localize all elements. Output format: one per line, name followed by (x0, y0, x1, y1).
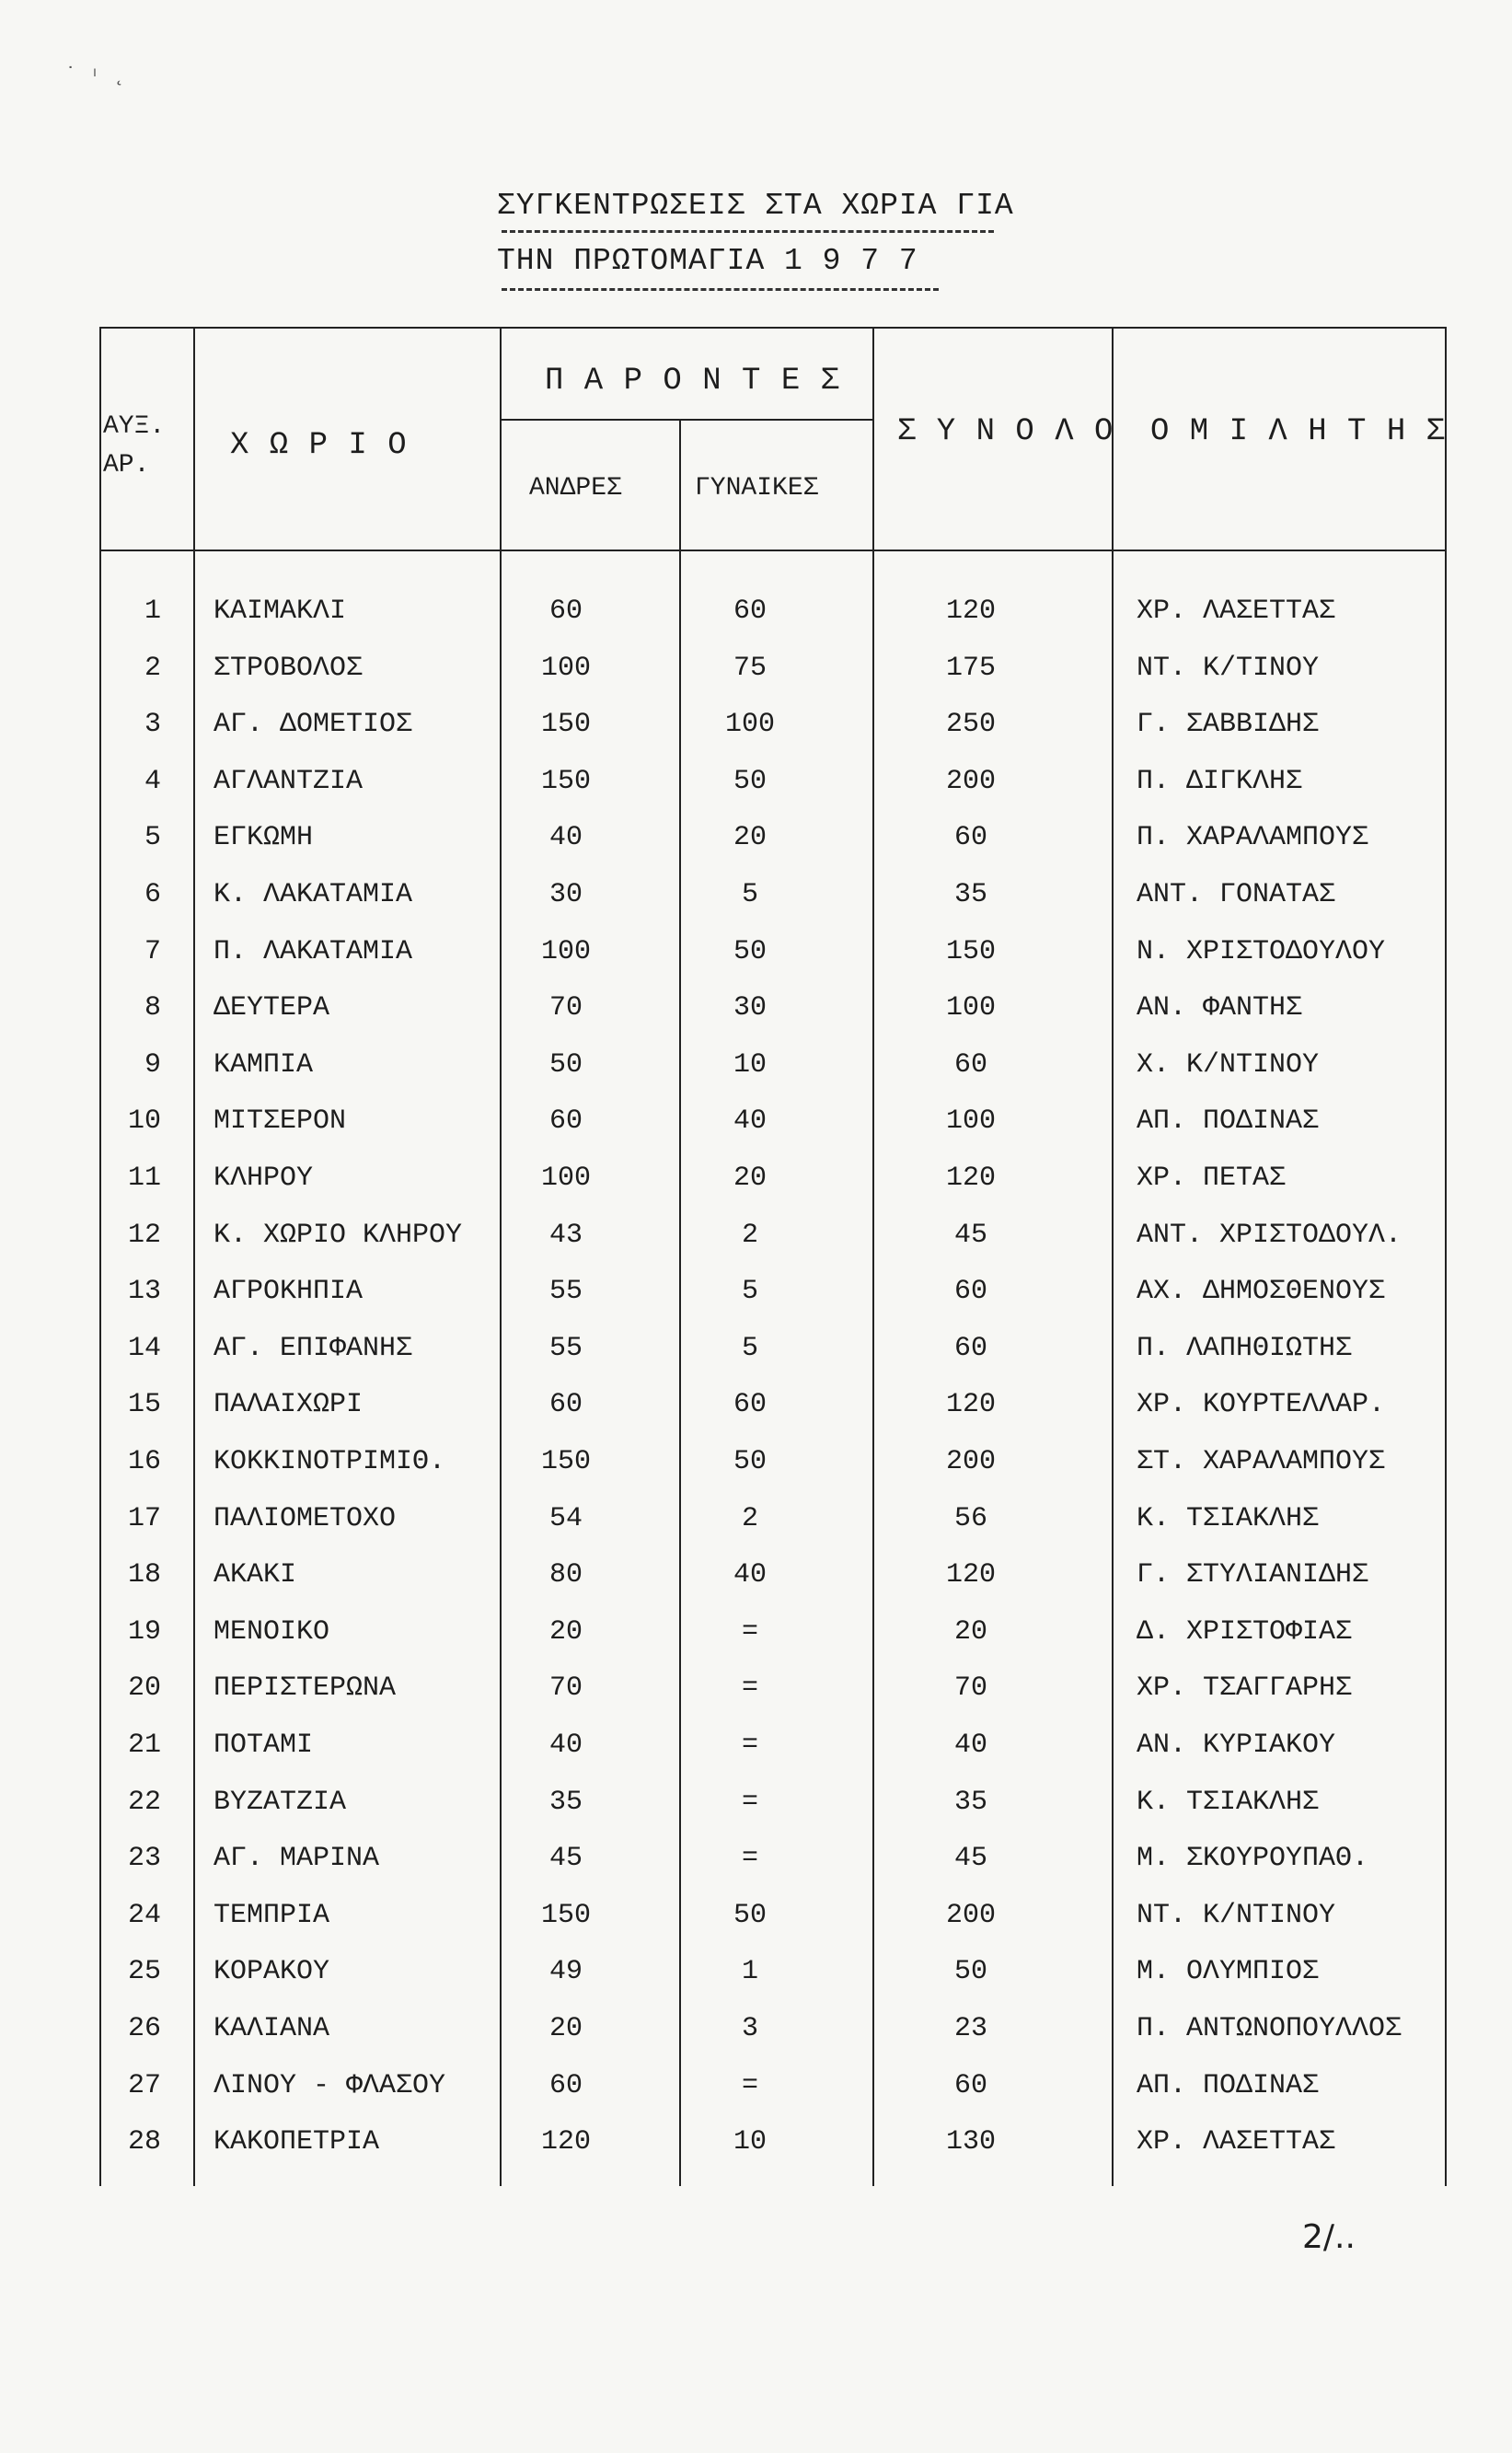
total-count: 100 (945, 1105, 996, 1137)
village-name: ΔΕΥΤΕΡΑ (214, 992, 330, 1024)
men-count: 60 (548, 1389, 583, 1420)
village-name: ΑΓΛΑΝΤΖΙΑ (214, 766, 364, 797)
row-number: 12 (127, 1220, 161, 1251)
table-row (0, 1945, 1512, 2002)
header-speaker: Ο Μ Ι Λ Η Τ Η Σ (1150, 414, 1447, 449)
row-number: 6 (144, 879, 161, 910)
total-count: 150 (945, 936, 996, 967)
women-count: 50 (733, 1446, 767, 1477)
village-name: ΑΓ. ΔΟΜΕΤΙΟΣ (214, 709, 413, 740)
speaker-name: Γ. ΣΤΥΛΙΑΝΙΔΗΣ (1137, 1559, 1369, 1591)
speaker-name: Γ. ΣΑΒΒΙΔΗΣ (1137, 709, 1320, 740)
village-name: ΚΑΙΜΑΚΛΙ (214, 596, 347, 627)
total-count: 100 (945, 992, 996, 1024)
document-title-line1: ΣΥΓΚΕΝΤΡΩΣΕΙΣ ΣΤΑ ΧΩΡΙΑ ΓΙΑ (497, 189, 1014, 223)
header-men: ΑΝΔΡΕΣ (529, 474, 622, 503)
speaker-name: ΑΝ. ΚΥΡΙΑΚΟΥ (1137, 1730, 1336, 1761)
women-count: 50 (733, 766, 767, 797)
speaker-name: Χ. Κ/ΝΤΙΝΟΥ (1137, 1049, 1320, 1081)
village-name: ΛΙΝΟΥ - ΦΛΑΣΟΥ (214, 2070, 446, 2101)
women-count: 60 (733, 1389, 767, 1420)
header-total: Σ Υ Ν Ο Λ Ο (897, 414, 1114, 449)
women-count: = (741, 1730, 758, 1761)
men-count: 60 (548, 1105, 583, 1137)
women-count: = (741, 1672, 758, 1704)
men-count: 70 (548, 1672, 583, 1704)
table-row (0, 811, 1512, 868)
village-name: ΑΓΡΟΚΗΠΙΑ (214, 1276, 364, 1307)
speaker-name: ΧΡ. ΠΕΤΑΣ (1137, 1163, 1287, 1194)
table-row (0, 698, 1512, 755)
village-name: ΜΕΝΟΙΚΟ (214, 1616, 330, 1648)
women-count: 20 (733, 822, 767, 853)
speaker-name: ΑΝ. ΦΑΝΤΗΣ (1137, 992, 1303, 1024)
village-name: ΑΓ. ΜΑΡΙΝΑ (214, 1843, 380, 1874)
village-name: ΚΛΗΡΟΥ (214, 1163, 314, 1194)
row-number: 21 (127, 1730, 161, 1761)
table-row (0, 2002, 1512, 2059)
women-count: = (741, 1787, 758, 1818)
table-row (0, 1832, 1512, 1889)
row-number: 2 (144, 653, 161, 684)
village-name: ΚΟΡΑΚΟΥ (214, 1956, 330, 1987)
speaker-name: ΑΠ. ΠΟΔΙΝΑΣ (1137, 2070, 1320, 2101)
total-count: 45 (953, 1843, 987, 1874)
speaker-name: ΣΤ. ΧΑΡΑΛΑΜΠΟΥΣ (1137, 1446, 1386, 1477)
speaker-name: Π. ΛΑΠΗΘΙΩΤΗΣ (1137, 1333, 1353, 1364)
women-count: 3 (741, 2013, 758, 2044)
women-count: = (741, 2070, 758, 2101)
men-count: 55 (548, 1333, 583, 1364)
village-name: ΚΟΚΚΙΝΟΤΡΙΜΙΘ. (214, 1446, 446, 1477)
total-count: 120 (945, 1559, 996, 1591)
row-number: 13 (127, 1276, 161, 1307)
speaker-name: Κ. ΤΣΙΑΚΛΗΣ (1137, 1787, 1320, 1818)
village-name: ΣΤΡΟΒΟΛΟΣ (214, 653, 364, 684)
village-name: ΕΓΚΩΜΗ (214, 822, 314, 853)
women-count: = (741, 1843, 758, 1874)
table-row (0, 1094, 1512, 1151)
men-count: 54 (548, 1503, 583, 1534)
table-row (0, 2059, 1512, 2116)
row-number: 27 (127, 2070, 161, 2101)
table-row (0, 1265, 1512, 1322)
men-count: 60 (548, 2070, 583, 2101)
men-count: 45 (548, 1843, 583, 1874)
row-number: 22 (127, 1787, 161, 1818)
total-count: 60 (953, 1049, 987, 1081)
speaker-name: ΑΝΤ. ΧΡΙΣΤΟΔΟΥΛ. (1137, 1220, 1402, 1251)
total-count: 20 (953, 1616, 987, 1648)
table-row (0, 1889, 1512, 1946)
row-number: 17 (127, 1503, 161, 1534)
total-count: 120 (945, 1163, 996, 1194)
speaker-name: Π. ΧΑΡΑΛΑΜΠΟΥΣ (1137, 822, 1369, 853)
village-name: ΒΥΖΑΤΖΙΑ (214, 1787, 347, 1818)
total-count: 60 (953, 2070, 987, 2101)
speaker-name: Π. ΔΙΓΚΛΗΣ (1137, 766, 1303, 797)
speaker-name: Κ. ΤΣΙΑΚΛΗΣ (1137, 1503, 1320, 1534)
total-count: 50 (953, 1956, 987, 1987)
header-aux-line1: ΑΥΞ. (103, 412, 166, 441)
total-count: 35 (953, 879, 987, 910)
header-women: ΓΥΝΑΙΚΕΣ (695, 474, 819, 503)
total-count: 23 (953, 2013, 987, 2044)
row-number: 16 (127, 1446, 161, 1477)
men-count: 150 (540, 766, 591, 797)
speaker-name: ΧΡ. ΚΟΥΡΤΕΛΛΑΡ. (1137, 1389, 1386, 1420)
table-row (0, 1718, 1512, 1776)
table-row (0, 1776, 1512, 1833)
men-count: 30 (548, 879, 583, 910)
men-count: 20 (548, 2013, 583, 2044)
header-present: Π Α Ρ Ο Ν Τ Ε Σ (545, 364, 841, 399)
village-name: ΠΕΡΙΣΤΕΡΩΝΑ (214, 1672, 397, 1704)
row-number: 10 (127, 1105, 161, 1137)
women-count: 5 (741, 879, 758, 910)
total-count: 200 (945, 1446, 996, 1477)
total-count: 175 (945, 653, 996, 684)
table-row (0, 1378, 1512, 1435)
row-number: 28 (127, 2126, 161, 2158)
speaker-name: Μ. ΣΚΟΥΡΟΥΠΑΘ. (1137, 1843, 1369, 1874)
men-count: 40 (548, 1730, 583, 1761)
table-row (0, 925, 1512, 982)
men-count: 150 (540, 709, 591, 740)
table-row (0, 981, 1512, 1038)
table-row (0, 868, 1512, 925)
table-row (0, 642, 1512, 699)
speaker-name: ΝΤ. Κ/ΤΙΝΟΥ (1137, 653, 1320, 684)
row-number: 9 (144, 1049, 161, 1081)
row-number: 7 (144, 936, 161, 967)
men-count: 49 (548, 1956, 583, 1987)
table-row (0, 1151, 1512, 1209)
men-count: 40 (548, 822, 583, 853)
women-count: 50 (733, 936, 767, 967)
speaker-name: Ν. ΧΡΙΣΤΟΔΟΥΛΟΥ (1137, 936, 1386, 967)
village-name: Κ. ΛΑΚΑΤΑΜΙΑ (214, 879, 413, 910)
speaker-name: Μ. ΟΛΥΜΠΙΟΣ (1137, 1956, 1320, 1987)
women-count: 30 (733, 992, 767, 1024)
speaker-name: Δ. ΧΡΙΣΤΟΦΙΑΣ (1137, 1616, 1353, 1648)
table-row (0, 755, 1512, 812)
men-count: 70 (548, 992, 583, 1024)
men-count: 120 (540, 2126, 591, 2158)
row-number: 24 (127, 1900, 161, 1931)
men-count: 55 (548, 1276, 583, 1307)
page-marker: 2/.. (1302, 2218, 1356, 2256)
men-count: 60 (548, 596, 583, 627)
table-row (0, 1548, 1512, 1605)
village-name: ΚΑΜΠΙΑ (214, 1049, 314, 1081)
village-name: Π. ΛΑΚΑΤΑΜΙΑ (214, 936, 413, 967)
row-number: 11 (127, 1163, 161, 1194)
row-number: 18 (127, 1559, 161, 1591)
women-count: 20 (733, 1163, 767, 1194)
women-count: 2 (741, 1220, 758, 1251)
row-number: 8 (144, 992, 161, 1024)
total-count: 56 (953, 1503, 987, 1534)
village-name: ΠΟΤΑΜΙ (214, 1730, 314, 1761)
table-row (0, 584, 1512, 642)
total-count: 120 (945, 1389, 996, 1420)
row-number: 23 (127, 1843, 161, 1874)
total-count: 200 (945, 766, 996, 797)
speaker-name: ΝΤ. Κ/ΝΤΙΝΟΥ (1137, 1900, 1336, 1931)
row-number: 3 (144, 709, 161, 740)
header-village: Χ Ω Ρ Ι Ο (230, 428, 408, 463)
women-count: = (741, 1616, 758, 1648)
speaker-name: ΑΠ. ΠΟΔΙΝΑΣ (1137, 1105, 1320, 1137)
total-count: 60 (953, 1333, 987, 1364)
total-count: 45 (953, 1220, 987, 1251)
men-count: 100 (540, 936, 591, 967)
women-count: 60 (733, 596, 767, 627)
women-count: 5 (741, 1333, 758, 1364)
village-name: ΜΙΤΣΕΡΟΝ (214, 1105, 347, 1137)
total-count: 60 (953, 822, 987, 853)
table-row (0, 1435, 1512, 1492)
women-count: 5 (741, 1276, 758, 1307)
scan-artifact: ˙ ᶦ ˛ (64, 64, 126, 87)
table-row (0, 2115, 1512, 2172)
village-name: ΠΑΛΙΟΜΕΤΟΧΟ (214, 1503, 397, 1534)
total-count: 200 (945, 1900, 996, 1931)
speaker-name: ΧΡ. ΛΑΣΕΤΤΑΣ (1137, 2126, 1336, 2158)
speaker-name: ΧΡ. ΛΑΣΕΤΤΑΣ (1137, 596, 1336, 627)
speaker-name: ΧΡ. ΤΣΑΓΓΑΡΗΣ (1137, 1672, 1353, 1704)
village-name: ΚΑΚΟΠΕΤΡΙΑ (214, 2126, 380, 2158)
document-title-line2: ΤΗΝ ΠΡΩΤΟΜΑΓΙΑ 1 9 7 7 (497, 244, 918, 278)
total-count: 35 (953, 1787, 987, 1818)
women-count: 40 (733, 1559, 767, 1591)
table-row (0, 1605, 1512, 1662)
women-count: 2 (741, 1503, 758, 1534)
total-count: 130 (945, 2126, 996, 2158)
men-count: 20 (548, 1616, 583, 1648)
row-number: 1 (144, 596, 161, 627)
table-row (0, 1038, 1512, 1095)
speaker-name: ΑΝΤ. ΓΟΝΑΤΑΣ (1137, 879, 1336, 910)
row-number: 25 (127, 1956, 161, 1987)
village-name: ΑΚΑΚΙ (214, 1559, 297, 1591)
total-count: 70 (953, 1672, 987, 1704)
total-count: 120 (945, 596, 996, 627)
table-row (0, 1209, 1512, 1266)
women-count: 50 (733, 1900, 767, 1931)
men-count: 150 (540, 1446, 591, 1477)
row-number: 19 (127, 1616, 161, 1648)
women-count: 1 (741, 1956, 758, 1987)
table-row (0, 1322, 1512, 1379)
header-aux-line2: ΑΡ. (103, 451, 150, 480)
row-number: 15 (127, 1389, 161, 1420)
village-name: Κ. ΧΩΡΙΟ ΚΛΗΡΟΥ (214, 1220, 463, 1251)
village-name: ΠΑΛΑΙΧΩΡΙ (214, 1389, 364, 1420)
women-count: 75 (733, 653, 767, 684)
row-number: 14 (127, 1333, 161, 1364)
total-count: 60 (953, 1276, 987, 1307)
men-count: 150 (540, 1900, 591, 1931)
row-number: 20 (127, 1672, 161, 1704)
men-count: 43 (548, 1220, 583, 1251)
village-name: ΚΑΛΙΑΝΑ (214, 2013, 330, 2044)
men-count: 100 (540, 1163, 591, 1194)
table-row (0, 1492, 1512, 1549)
women-count: 100 (724, 709, 775, 740)
row-number: 26 (127, 2013, 161, 2044)
table-row (0, 1661, 1512, 1718)
village-name: ΑΓ. ΕΠΙΦΑΝΗΣ (214, 1333, 413, 1364)
speaker-name: Π. ΑΝΤΩΝΟΠΟΥΛΛΟΣ (1137, 2013, 1402, 2044)
total-count: 250 (945, 709, 996, 740)
men-count: 100 (540, 653, 591, 684)
women-count: 10 (733, 1049, 767, 1081)
women-count: 40 (733, 1105, 767, 1137)
row-number: 4 (144, 766, 161, 797)
total-count: 40 (953, 1730, 987, 1761)
men-count: 80 (548, 1559, 583, 1591)
row-number: 5 (144, 822, 161, 853)
village-name: ΤΕΜΠΡΙΑ (214, 1900, 330, 1931)
men-count: 50 (548, 1049, 583, 1081)
speaker-name: ΑΧ. ΔΗΜΟΣΘΕΝΟΥΣ (1137, 1276, 1386, 1307)
men-count: 35 (548, 1787, 583, 1818)
women-count: 10 (733, 2126, 767, 2158)
